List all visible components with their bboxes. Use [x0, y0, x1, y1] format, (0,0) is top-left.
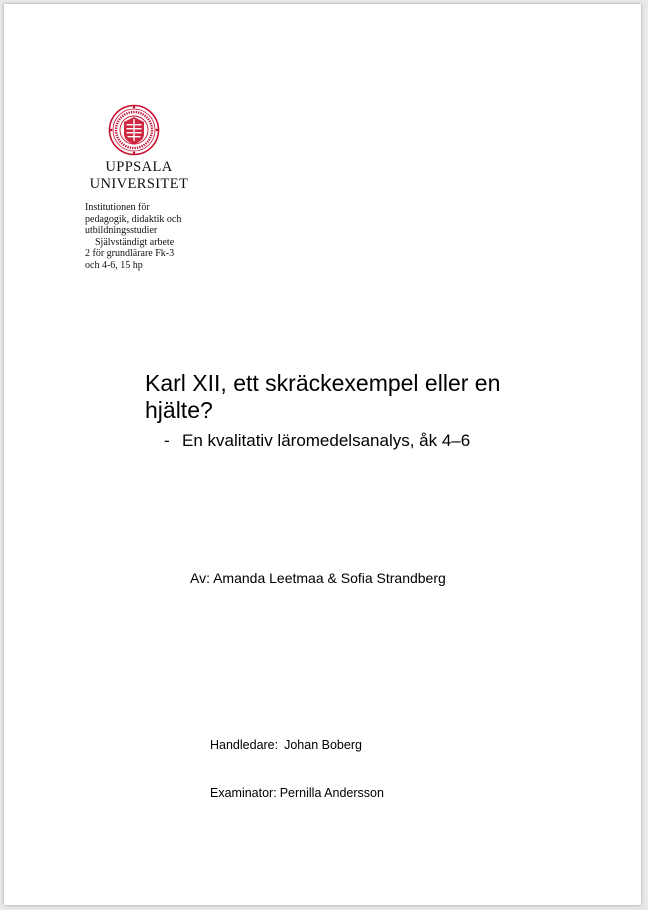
institution-line: pedagogik, didaktik och: [85, 213, 182, 225]
supervisor-name: Johan Boberg: [284, 738, 362, 752]
institution-line: Institutionen för: [85, 202, 150, 213]
institution-info: [85, 202, 205, 272]
examiner: [210, 786, 384, 801]
document-page: [4, 4, 641, 905]
institution-line: utbildningsstudier: [85, 225, 158, 237]
institution-line: Självständigt arbete: [95, 236, 175, 248]
examiner-label: Examinator:: [210, 786, 277, 800]
university-seal-icon: [108, 104, 160, 156]
examiner-name: Pernilla Andersson: [279, 786, 384, 800]
supervisor: [210, 738, 362, 753]
supervisor-label: Handledare:: [210, 738, 279, 752]
thesis-title: Karl XII, ett skräckexempel eller en hjälte?: [145, 370, 501, 423]
thesis-subtitle: [164, 431, 470, 451]
institution-line: och 4-6, 15 hp: [85, 259, 143, 271]
university-name: [84, 159, 194, 193]
subtitle-dash: -: [164, 431, 170, 450]
university-name-line1: UPPSALA: [105, 159, 173, 175]
authors: Av: Amanda Leetmaa & Sofia Strandberg: [190, 570, 446, 586]
subtitle-text: En kvalitativ läromedelsanalys, åk 4–6: [182, 431, 471, 450]
institution-line: 2 för grundlärare Fk-3: [85, 248, 175, 260]
university-name-line2: UNIVERSITET: [89, 176, 189, 192]
